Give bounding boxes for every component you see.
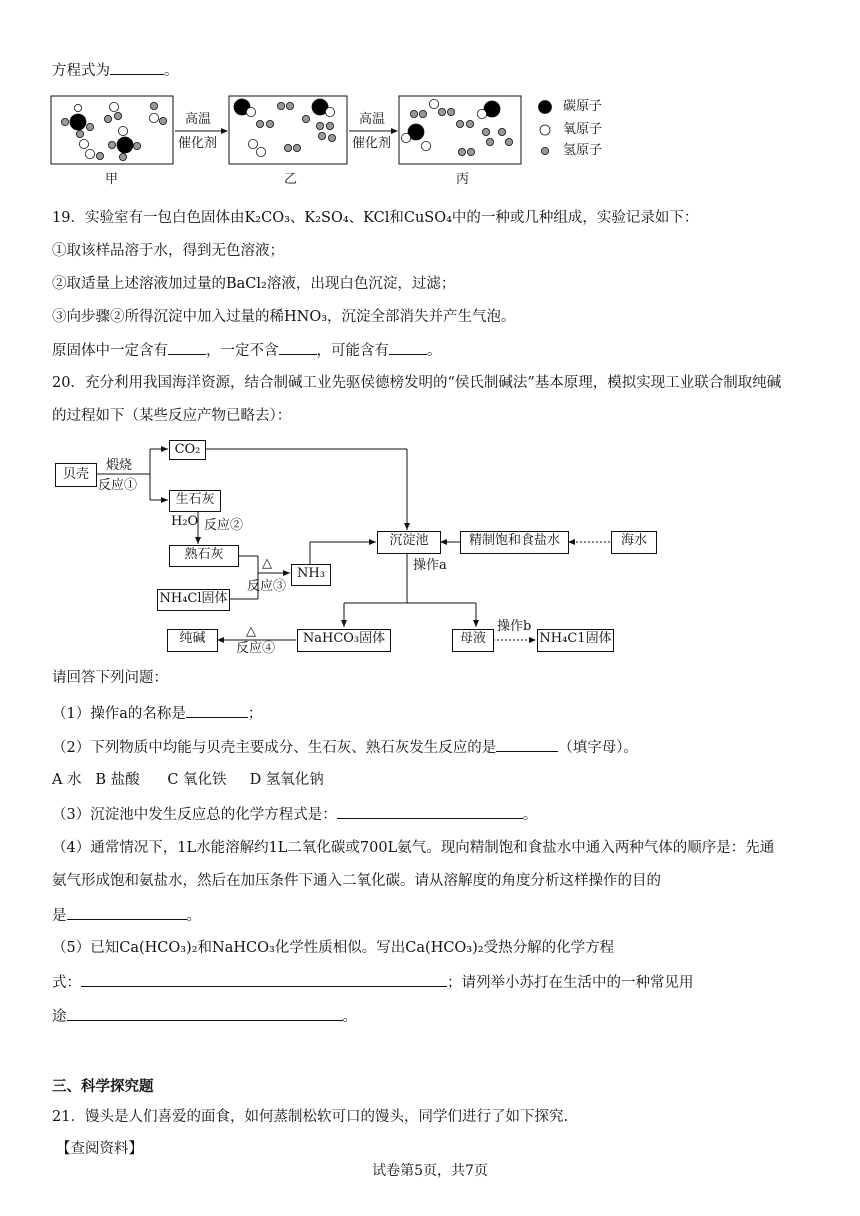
label-h2o: H₂O: [171, 514, 199, 529]
answer-blank: [67, 1006, 343, 1021]
q19-ans-c: ，可能含有: [316, 343, 389, 359]
q19-step2: ②取适量上述溶液加过量的BaCl₂溶液，出现白色沉淀，过滤；: [52, 276, 456, 292]
box-nh4cl-product: NH₄C1固体: [537, 629, 614, 652]
q21-stem: 21．馒头是人们喜爱的面食，如何蒸制松软可口的馒头，同学们进行了如下探究.: [52, 1109, 569, 1125]
q20-part5-line1: （5）已知Ca(HCO₃)₂和NaHCO₃化学性质相似。写出Ca(HCO₃)₂受热分解的化学方程: [52, 940, 615, 956]
q20-options: A 水 B 盐酸 C 氧化铁 D 氢氧化钠: [52, 772, 324, 788]
label-reaction-2: 反应②: [204, 518, 244, 533]
q20-part1: [52, 703, 262, 724]
q20-part1-end: ；: [247, 706, 263, 722]
box-slaked-lime: 熟石灰: [169, 545, 239, 567]
label-heat-1: △: [262, 556, 272, 571]
label-operation-a: 操作a: [413, 558, 447, 573]
legend-oxygen-label: 氧原子: [563, 122, 603, 137]
q20-part4-line1: （4）通常情况下，1L水能溶解约1L二氧化碳或700L氨气。现向精制饱和食盐水中通入两种气体的顺序是：先通: [52, 840, 775, 856]
box-quicklime: 生石灰: [169, 490, 221, 512]
box-soda-ash: 纯碱: [167, 629, 218, 652]
q20-part4-line2: 氨气形成饱和氨盐水，然后在加压条件下通入二氧化碳。请从溶解度的角度分析这样操作的目的: [52, 873, 661, 889]
q20-stem-line2: 的过程如下（某些反应产物已略去）：: [52, 408, 292, 424]
q20-part2-text: （2）下列物质中均能与贝壳主要成分、生石灰、熟石灰发生反应的是: [52, 740, 497, 756]
q19-ans-a: 原固体中一定含有: [52, 343, 168, 359]
label-calcine: 煅烧: [106, 458, 133, 473]
q19-step1: ①取该样品溶于水，得到无色溶液；: [52, 243, 284, 259]
arrow1-condition-top: 高温: [185, 112, 212, 127]
q20-part1-text: （1）操作a的名称是: [52, 706, 186, 722]
box-brine: 精制饱和食盐水: [460, 531, 569, 554]
arrow2-condition-bottom: 催化剂: [352, 136, 392, 151]
q20-part3-end: 。: [522, 807, 538, 823]
q20-part2-end: （填字母）。: [558, 740, 638, 756]
q20-part4-line3-end: 。: [186, 908, 201, 924]
label-operation-b: 操作b: [497, 619, 532, 634]
top-line-text: 方程式为: [52, 63, 110, 79]
arrow2-condition-top: 高温: [359, 112, 386, 127]
answer-blank: [67, 905, 187, 920]
legend-carbon-label: 碳原子: [563, 99, 603, 114]
q20-part5-line2-text: 式：: [52, 975, 81, 991]
box-shell: 贝壳: [55, 463, 97, 487]
q19-ans-b: ，一定不含: [206, 343, 279, 359]
q20-part4-line3-text: 是: [52, 908, 67, 924]
legend-hydrogen-label: 氢原子: [563, 143, 603, 158]
q20-part5-line3: [52, 1006, 357, 1027]
box-mother-liquor: 母液: [452, 629, 494, 652]
panel-label-jia: 甲: [105, 172, 119, 187]
q19-step3: ③向步骤②所得沉淀中加入过量的稀HNO₃，沉淀全部消失并产生气泡。: [52, 309, 516, 325]
panel-label-bing: 丙: [456, 172, 470, 187]
q20-stem-line1: 20．充分利用我国海洋资源，结合制碱工业先驱侯德榜发明的“侯氏制碱法”基本原理，模拟实现工业联合制取纯碱: [52, 375, 782, 391]
q20-part5-line2-end: ；请列举小苏打在生活中的一种常见用: [447, 975, 694, 991]
page-footer: 试卷第5页，共7页: [372, 1163, 488, 1179]
q20-part5-line3-end: 。: [342, 1009, 357, 1025]
answer-blank: [186, 703, 248, 718]
q20-part3-text: （3）沉淀池中发生反应总的化学方程式是：: [52, 807, 337, 823]
box-nh3: NH₃: [291, 564, 331, 586]
label-reaction-3: 反应③: [247, 579, 287, 594]
label-heat-2: △: [246, 624, 256, 639]
q20-part2: [52, 737, 638, 758]
panel-label-yi: 乙: [284, 172, 298, 187]
box-nh4cl-solid: NH₄Cl固体: [157, 589, 230, 611]
q20-part5-line3-text: 途: [52, 1009, 67, 1025]
box-settling-tank: 沉淀池: [377, 531, 441, 554]
q19-stem: 19．实验室有一包白色固体由K₂CO₃、K₂SO₄、KCl和CuSO₄中的一种或几种组成，实验记录如下：: [52, 210, 699, 226]
answer-blank: [337, 804, 523, 819]
section-3-heading: 三、科学探究题: [52, 1078, 154, 1095]
q20-part5-line2: [52, 972, 694, 993]
label-reaction-4: 反应④: [236, 641, 276, 656]
q19-ans-d: 。: [427, 343, 442, 359]
answer-blank: [496, 737, 558, 752]
label-reaction-1: 反应①: [98, 478, 138, 493]
q21-subheading: 【查阅资料】: [56, 1141, 143, 1157]
q20-part3: [52, 804, 537, 825]
top-line-end: 。: [164, 63, 179, 79]
box-seawater: 海水: [611, 531, 657, 554]
box-nahco3-solid: NaHCO₃固体: [297, 629, 391, 652]
q20-part4-line3: [52, 905, 201, 926]
q20-prompt: 请回答下列问题：: [52, 670, 168, 686]
answer-blank: [81, 972, 447, 987]
box-co2: CO₂: [169, 440, 206, 460]
arrow1-condition-bottom: 催化剂: [178, 136, 218, 151]
